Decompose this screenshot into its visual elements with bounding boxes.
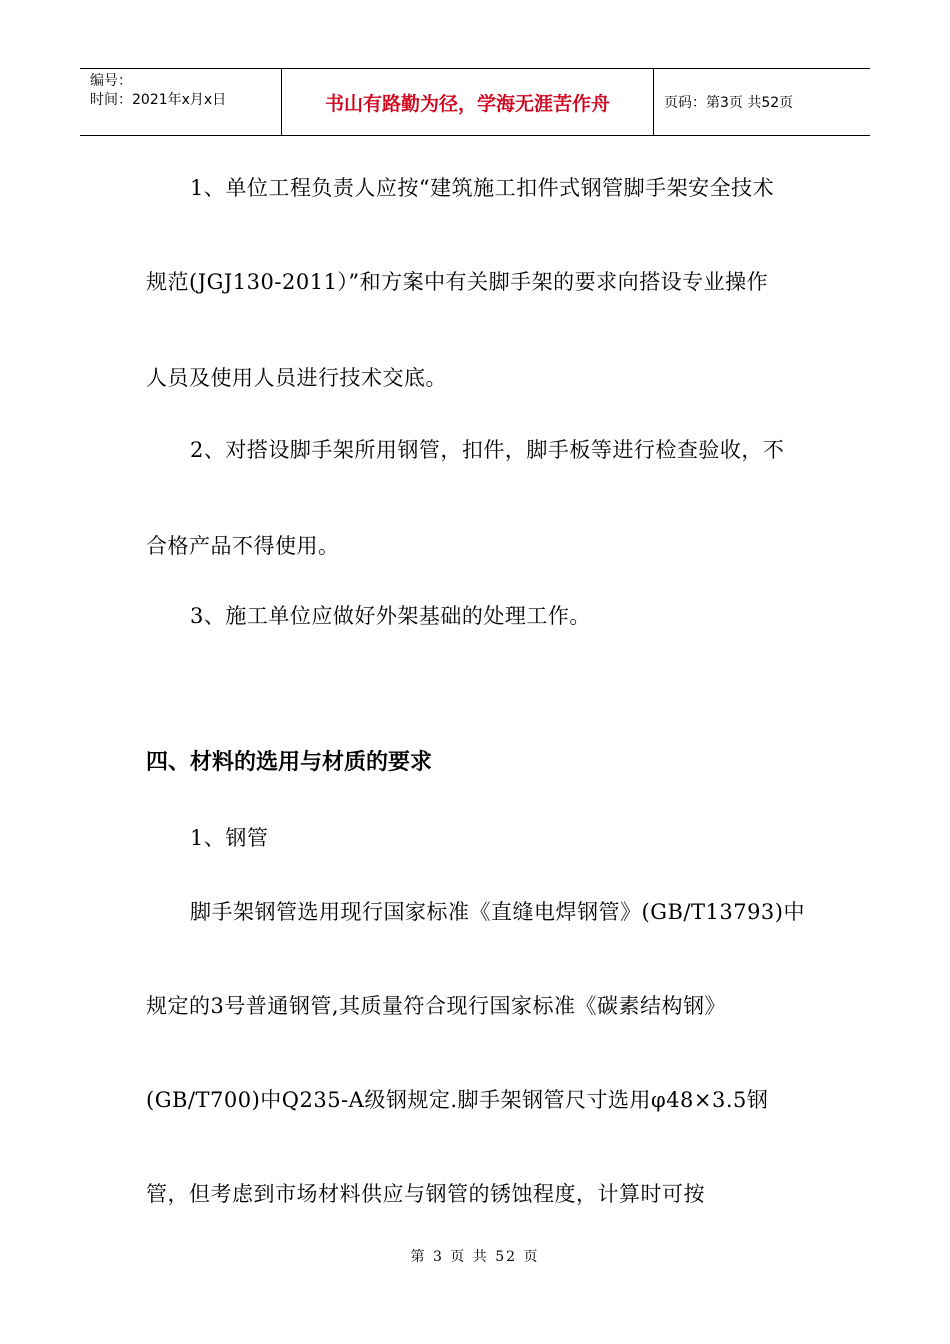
section-heading: 四、材料的选用与材质的要求	[146, 750, 433, 775]
document-time-label: 时间：2021年x月x日	[90, 92, 227, 108]
paragraph-line: 规定的3号普通钢管,其质量符合现行国家标准《碳素结构钢》	[146, 994, 727, 1018]
paragraph-line: 3、施工单位应做好外架基础的处理工作。	[190, 604, 591, 628]
page-footer: 第 3 页 共 52 页	[410, 1249, 540, 1265]
paragraph-line: 合格产品不得使用。	[146, 534, 340, 558]
paragraph-line: 脚手架钢管选用现行国家标准《直缝电焊钢管》(GB/T13793)中	[190, 900, 805, 924]
subsection-title: 1、钢管	[190, 826, 269, 850]
header-meta	[80, 69, 282, 135]
header-motto: 书山有路勤为径，学海无涯苦作舟	[282, 69, 654, 135]
page-header	[80, 68, 870, 136]
paragraph-line: 人员及使用人员进行技术交底。	[146, 366, 447, 390]
paragraph-line: (GB/T700)中Q235-A级钢规定.脚手架钢管尺寸选用φ48×3.5钢	[146, 1088, 769, 1112]
paragraph-line: 2、对搭设脚手架所用钢管，扣件，脚手板等进行检查验收，不	[190, 438, 785, 462]
document-number-label: 编号：	[90, 73, 132, 89]
header-page-info: 页码：第3页 共52页	[664, 95, 794, 111]
paragraph-line: 规范(JGJ130-2011）”和方案中有关脚手架的要求向搭设专业操作	[146, 270, 769, 294]
paragraph-line: 管，但考虑到市场材料供应与钢管的锈蚀程度，计算时可按	[146, 1182, 705, 1206]
paragraph-line: 1、单位工程负责人应按“建筑施工扣件式钢管脚手架安全技术	[190, 176, 775, 200]
